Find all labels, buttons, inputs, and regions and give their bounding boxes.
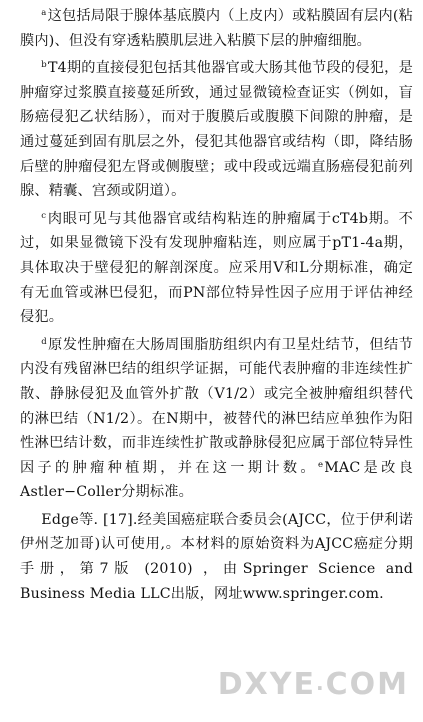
- footnote-a-text: 这包括局限于腺体基底膜内（上皮内）或粘膜固有层内(粘膜内)、但没有穿透粘膜肌层进入粘膜下层的肿瘤细胞。: [20, 8, 414, 49]
- footnote-marker-b: b: [41, 60, 47, 71]
- footnote-d: [20, 333, 413, 505]
- footnote-marker-d: d: [41, 336, 47, 347]
- watermark-sep: .: [316, 671, 326, 695]
- footnote-marker-c: c: [41, 210, 47, 221]
- footnote-b: [20, 56, 413, 204]
- footnote-marker-a: a: [41, 8, 47, 18]
- footnote-e-text: MAC是改良Astler−Coller分期标准。: [20, 459, 413, 501]
- footnote-c: [20, 207, 413, 330]
- footnote-a: [20, 4, 413, 53]
- citation: [20, 508, 413, 606]
- footnote-c-text: 肉眼可见与其他器官或结构粘连的肿瘤属于cT4b期。不过，如果显微镜下没有发现肿瘤粘连，则应属于pT1-4a期，具体取决于壁侵犯的解剖深度。应采用V和L分期标准，确定有无血管或淋巴侵犯，而PN部位特异性因子应用于评估神经侵犯。: [20, 210, 413, 326]
- footnote-marker-e: e: [317, 459, 324, 470]
- footnote-d-text: 原发性肿瘤在大肠周围脂肪组织内有卫星灶结节，但结节内没有残留淋巴结的组织学证据，可能代表肿瘤的非连续性扩散、静脉侵犯及血管外扩散（V1/2）或完全被肿瘤组织替代的淋巴结（N1/2）。在N期中，被替代的淋巴结应单独作为阳性淋巴结计数，而非连续性扩散或静脉侵犯应属于部位特异性因子的肿瘤种植期，并在这一期计数。: [20, 336, 413, 476]
- watermark-tail: COM: [325, 667, 409, 702]
- footnote-b-text: T4期的直接侵犯包括其他器官或大肠其他节段的侵犯，是肿瘤穿过浆膜直接蔓延所致，通过显微镜检查证实（例如，盲肠癌侵犯乙状结肠），而对于腹膜后或腹膜下间隙的肿瘤，是通过蔓延到固有肌层之外，侵犯其他器官或结构（即，降结肠后壁的肿瘤侵犯左肾或侧腹壁；或中段或远端直肠癌侵犯前列腺、精囊、宫颈或阴道）。: [20, 60, 413, 200]
- citation-text: Edge等. [17].经美国癌症联合委员会(AJCC，位于伊利诺伊州芝加哥)认可使用,。本材料的原始资料为AJCC癌症分期手册，第7版 (2010) ，由Springer Science and Business Media LLC出版，网址www.springer.com.: [20, 511, 413, 602]
- watermark-main: DXYE: [217, 667, 317, 702]
